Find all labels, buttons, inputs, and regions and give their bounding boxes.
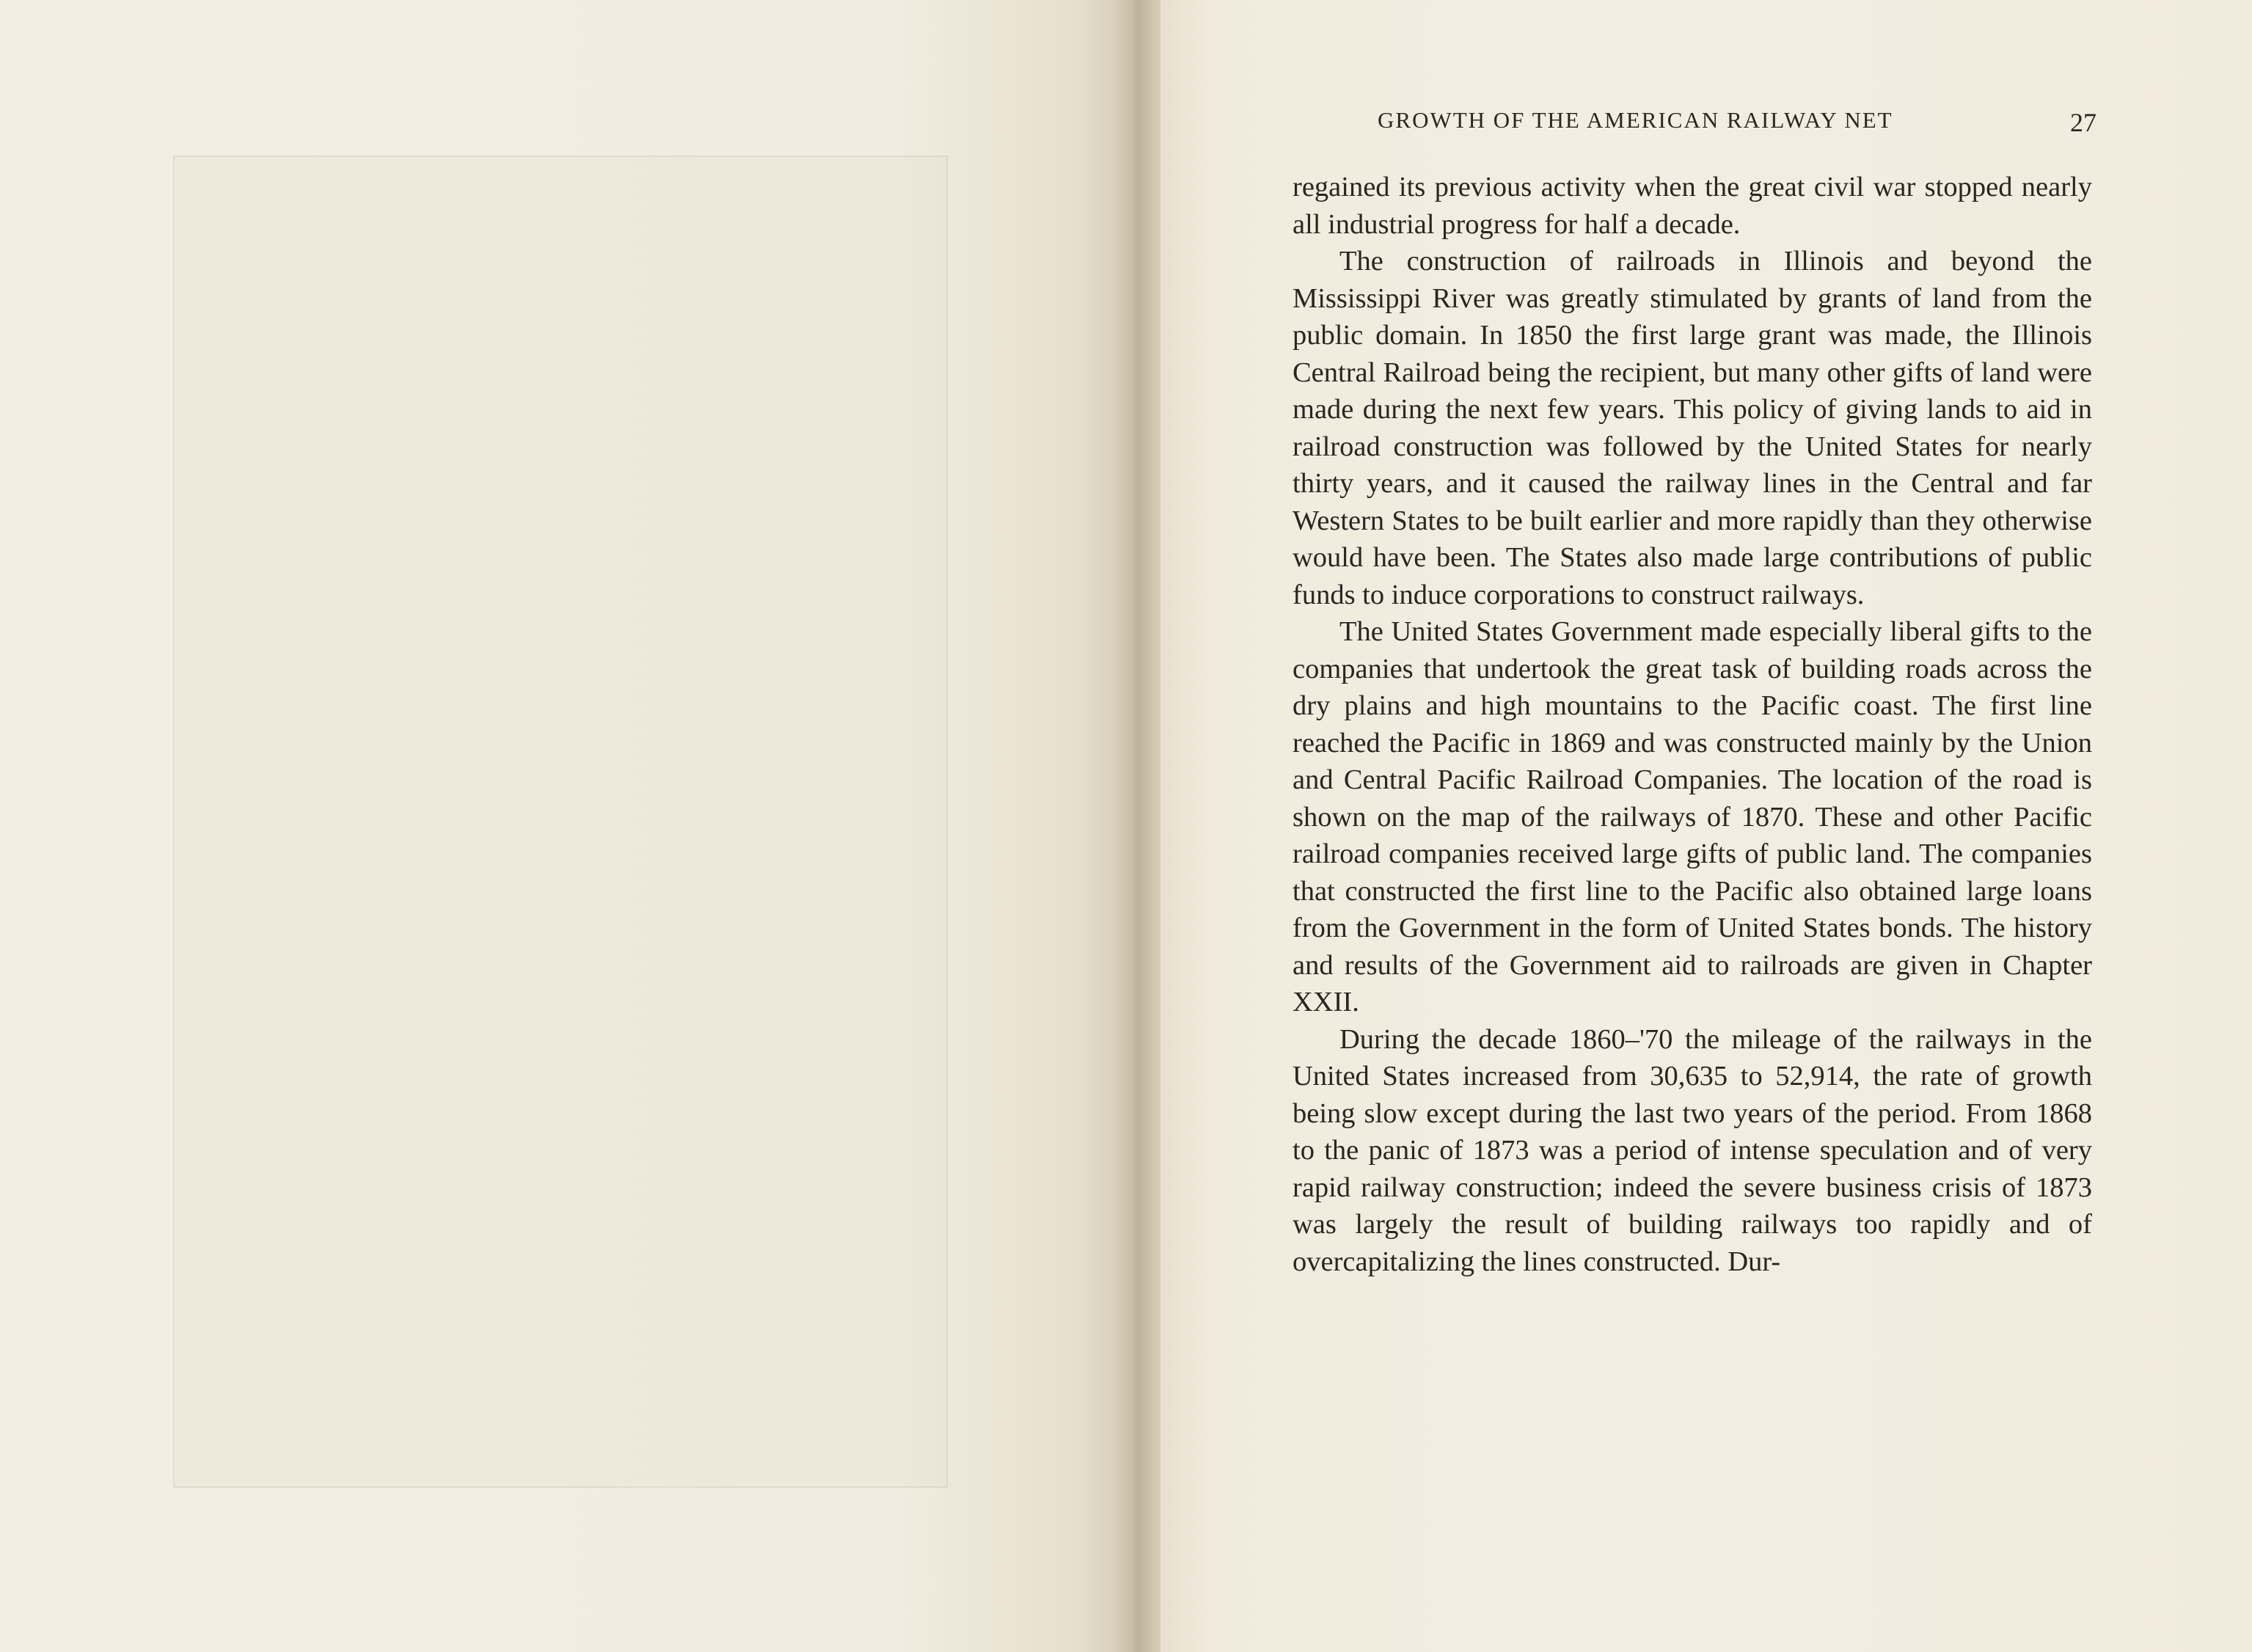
- paragraph-3: The United States Government made especially liberal gifts to the companies that undertook the great task of building roads across the dry plains and high mountains to the Pacific coast. The first line reached the Pacific in 1869 and was constructed mainly by the Union and Central Pacific Railroad Companies. The location of the road is shown on the map of the railways of 1870. These and other Pacific railroad companies received large gifts of public land. The companies that constructed the first line to the Pacific also obtained large loans from the Government in the form of United States bonds. The history and results of the Government aid to railroads are given in Chapter XXII.: [1293, 616, 2092, 1017]
- book-gutter: [1109, 0, 1160, 1652]
- paragraph-4: During the decade 1860–'70 the mileage of the railways in the United States increased from 30,635 to 52,914, the rate of growth being slow except during the last two years of the period. From 1868 to the panic of 1873 was a period of intense speculation and of very rapid railway construction; indeed the severe business crisis of 1873 was largely the result of building railways too rapidly and of overcapitalizing the lines constructed. Dur-: [1293, 1023, 2092, 1277]
- running-head: [1378, 107, 2096, 139]
- page-number: 27: [2070, 108, 2096, 137]
- show-through-map-plate: [173, 156, 948, 1488]
- paragraph-1: regained its previous activity when the great civil war stopped nearly all industrial progress for half a decade.: [1293, 172, 2092, 240]
- running-head-title: GROWTH OF THE AMERICAN RAILWAY NET: [1378, 107, 1893, 133]
- left-page-blank: [0, 0, 1122, 1652]
- body-text: [1293, 169, 2092, 1280]
- paragraph-2: The construction of railroads in Illinois and beyond the Mississippi River was greatly stimulated by grants of land from the public domain. In 1850 the first large grant was made, the Illinois Central Railroad being the recipient, but many other gifts of land were made during the next few years. This policy of giving lands to aid in railroad construction was followed by the United States for nearly thirty years, and it caused the railway lines in the Central and far Western States to be built earlier and more rapidly than they otherwise would have been. The States also made large contributions of public funds to induce corporations to construct railways.: [1293, 246, 2092, 610]
